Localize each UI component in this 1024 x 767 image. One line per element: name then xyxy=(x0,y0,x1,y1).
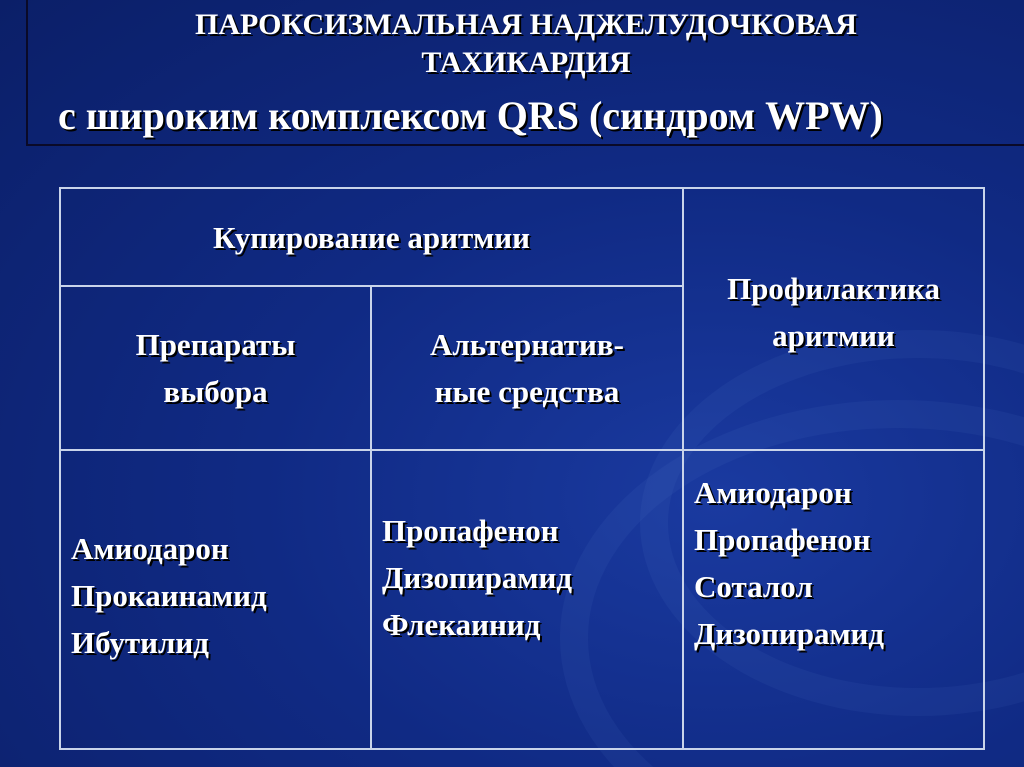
header-prevention-text: Профилактика аритмии xyxy=(727,271,940,353)
drug-item: Амиодарон xyxy=(694,475,852,510)
title-line-1: ПАРОКСИЗМАЛЬНАЯ НАДЖЕЛУДОЧКОВАЯ xyxy=(195,8,857,41)
header-arrhythmia-prevention xyxy=(683,188,984,450)
drug-item: Ибутилид xyxy=(71,625,209,660)
header-arrhythmia-relief: Купирование аритмии xyxy=(60,188,683,286)
subheader-alternative-line-1: Альтернатив- xyxy=(430,327,624,362)
drug-item: Амиодарон xyxy=(71,531,229,566)
subheader-choice-text: Препараты выбора xyxy=(135,327,296,409)
subheader-alternative-line-2: ные средства xyxy=(434,374,620,409)
subheader-alternative-drugs xyxy=(371,286,683,450)
slide-title-block xyxy=(26,0,1024,146)
title-line-2: ТАХИКАРДИЯ xyxy=(421,46,631,79)
cell-alternative-drugs xyxy=(371,450,683,749)
drug-item: Прокаинамид xyxy=(71,578,267,613)
drug-item: Дизопирамид xyxy=(382,560,573,595)
drug-item: Пропафенон xyxy=(382,513,559,548)
drug-item: Дизопирамид xyxy=(694,616,885,651)
cell-prevention-drugs xyxy=(683,450,984,749)
subheader-drugs-of-choice xyxy=(60,286,371,450)
drug-item: Соталол xyxy=(694,569,813,604)
cell-drugs-of-choice xyxy=(60,450,371,749)
treatment-table xyxy=(59,187,985,750)
title-line-3: с широким комплексом QRS (синдром WPW) xyxy=(58,93,883,138)
drug-item: Флекаинид xyxy=(382,607,541,642)
drug-item: Пропафенон xyxy=(694,522,871,557)
